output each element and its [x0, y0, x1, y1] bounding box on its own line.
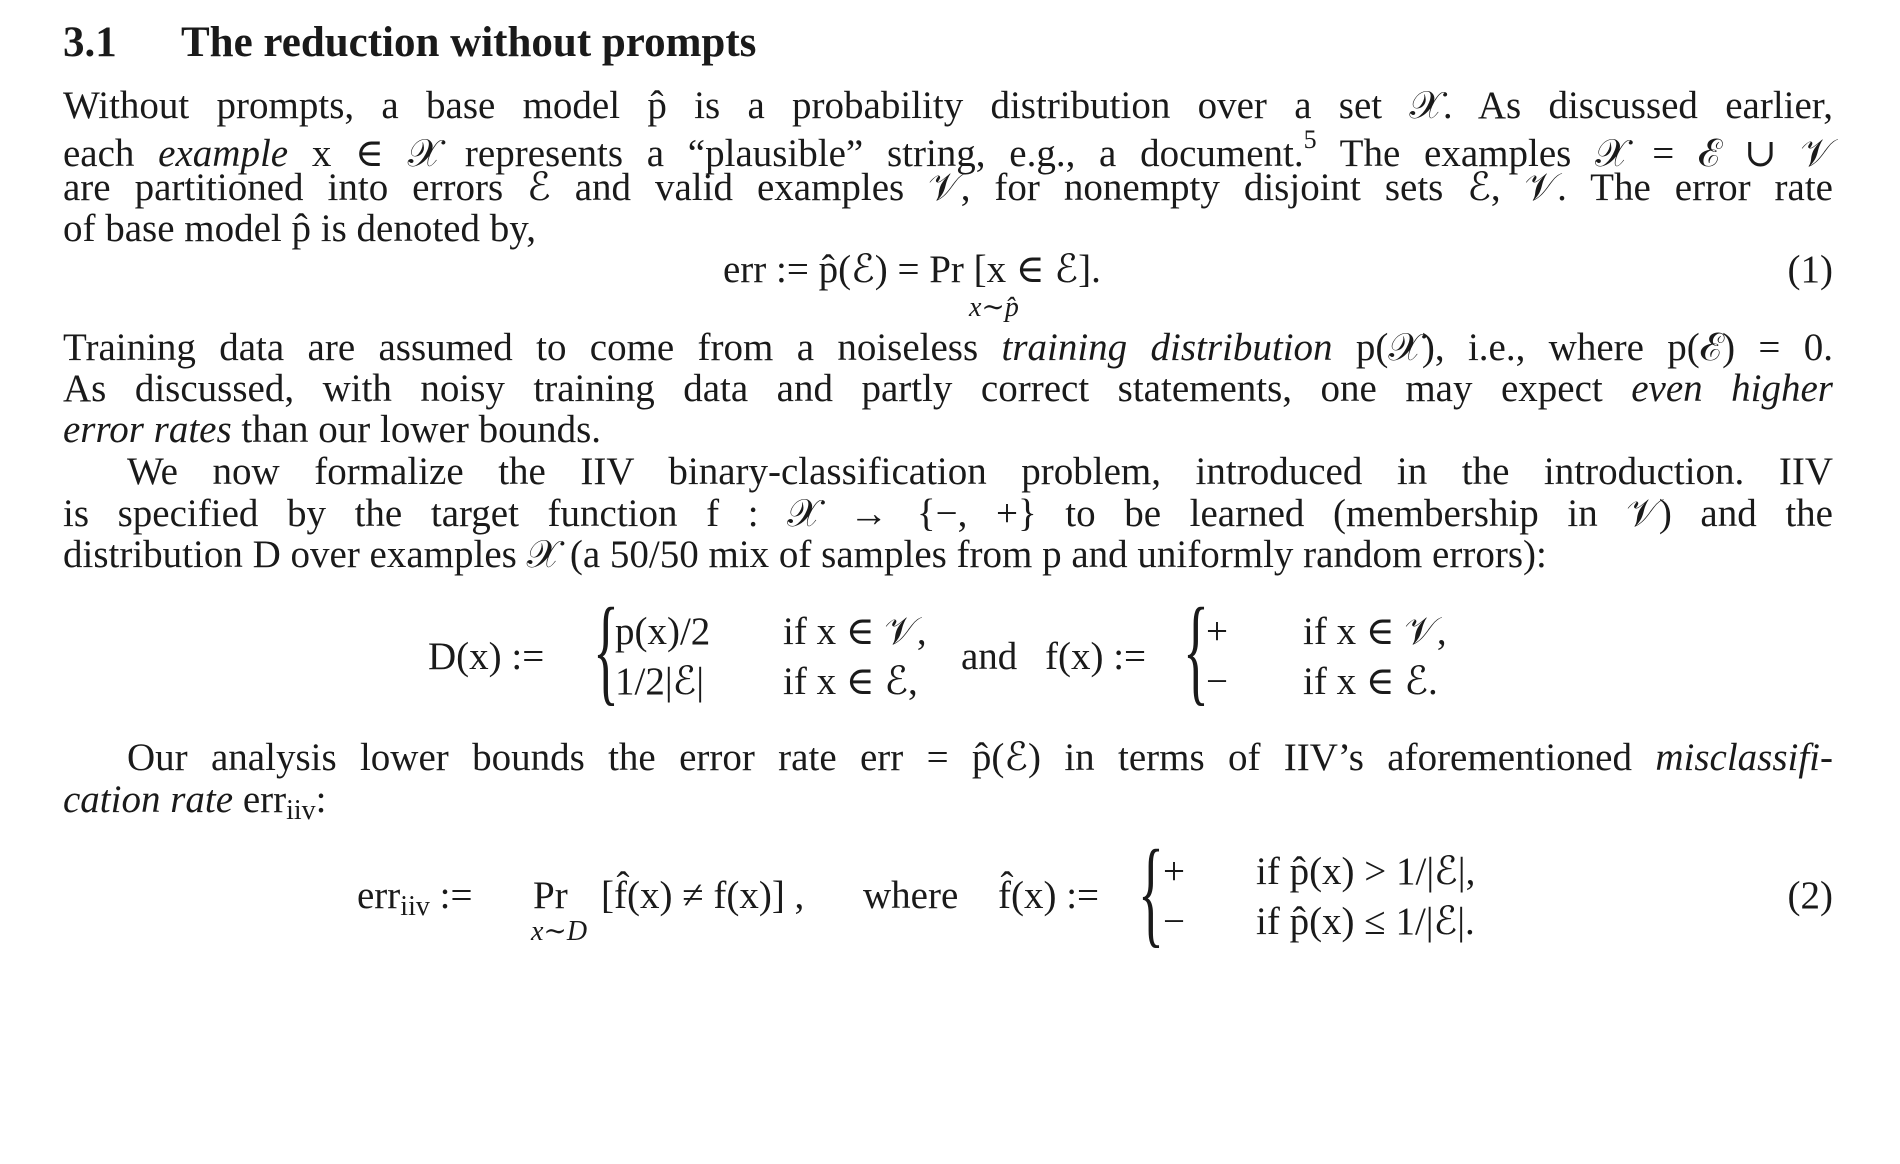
para2-line3-b: than our lower bounds.: [231, 408, 602, 451]
equation-2-case1-value: +: [1163, 850, 1185, 893]
para2-line1: [63, 328, 1833, 367]
para1-line2-d: The examples 𝒳 = ℰ ∪ 𝒱: [1316, 132, 1833, 175]
equation-2-subscript: iiv: [400, 891, 430, 922]
para2-line1-a: Training data are assumed to come from a noiseless: [63, 326, 1002, 369]
equation-2-err: err: [357, 874, 401, 917]
eqD-case1-condition: if x ∈ 𝒱,: [783, 610, 927, 653]
eqF-case1-condition: if x ∈ 𝒱,: [1303, 610, 1447, 653]
section-heading: [63, 18, 756, 67]
para4-line2-err: err: [233, 778, 287, 821]
equation-1: err := p̂(ℰ) = Pr [x ∈ ℰ].: [723, 248, 1101, 291]
equation-2-case2-value: −: [1163, 900, 1185, 943]
eqD-brace: {: [593, 583, 619, 716]
para4-line1: [127, 738, 1833, 777]
para4-line2-italic: cation rate: [63, 778, 234, 821]
para3-line3: distribution D over examples 𝒳 (a 50/50 mix of samples from p and uniformly random errors):: [63, 533, 1547, 576]
para4-line1-a: Our analysis lower bounds the error rate err = p̂(ℰ) in terms of IIV’s aforementioned: [127, 736, 1656, 779]
equation-1-subscript: x∼p̂: [969, 292, 1019, 323]
equation-1-number: (1): [1787, 248, 1833, 291]
para3-line1: We now formalize the IIV binary-classification problem, introduced in the introduction. IIV: [127, 450, 1833, 493]
equation-2-fhat: f̂(x) :=: [998, 874, 1100, 917]
eqD-case1-value: p(x)/2: [615, 610, 711, 653]
eqD-lhs: D(x) :=: [428, 635, 545, 678]
para2-line1-c: p(𝒳), i.e., where p(ℰ) = 0.: [1332, 326, 1833, 369]
para1-line2-italic: example: [158, 132, 289, 175]
para4-line2-subscript: iiv: [286, 795, 316, 826]
equation-2-body: [f̂(x) ≠ f(x)] ,: [601, 874, 805, 917]
eqD-case2-value: 1/2|ℰ|: [615, 660, 705, 703]
equation-2-pr: Pr: [533, 874, 568, 917]
para1-line2-a: each: [63, 132, 159, 175]
para4-line2: [63, 780, 327, 825]
section-title: The reduction without prompts: [181, 19, 757, 66]
eqF-case1-value: +: [1206, 610, 1228, 653]
para4-line1-italic: misclassifi-: [1655, 736, 1833, 779]
para2-line2-a: As discussed, with noisy training data and partly correct statements, one may expect: [63, 367, 1632, 410]
paper-page: [63, 0, 1833, 1164]
para2-line3-italic: error rates: [63, 408, 232, 451]
equation-2-assign: :=: [429, 874, 473, 917]
eqF-case2-value: −: [1206, 660, 1228, 703]
eqD-case2-condition: if x ∈ ℰ,: [783, 660, 918, 703]
equation-2-lhs: [357, 876, 472, 921]
para2-line1-italic: training distribution: [1001, 326, 1333, 369]
para4-line2-colon: :: [315, 778, 327, 821]
equation-2-case2-condition: if p̂(x) ≤ 1/|ℰ|.: [1256, 900, 1475, 943]
equation-2-number: (2): [1787, 874, 1833, 917]
equation-2-brace: {: [1138, 825, 1164, 958]
para2-line3: [63, 410, 601, 449]
para2-line2-italic: even higher: [1631, 367, 1833, 410]
para1-line3: are partitioned into errors ℰ and valid examples 𝒱, for nonempty disjoint sets ℰ, 𝒱. The error rate: [63, 166, 1833, 209]
equation-2-pr-subscript: x∼D: [531, 916, 588, 947]
eqF-lhs: f(x) :=: [1045, 635, 1147, 678]
para1-line4: of base model p̂ is denoted by,: [63, 207, 536, 250]
para3-line2: is specified by the target function f : 𝒳 → {−, +} to be learned (membership in 𝒱) and the: [63, 492, 1833, 535]
equation-2-where: where: [863, 874, 959, 917]
para1-line1: Without prompts, a base model p̂ is a probability distribution over a set 𝒳. As discussed earlier,: [63, 84, 1833, 127]
equation-2-case1-condition: if p̂(x) > 1/|ℰ|,: [1256, 850, 1476, 893]
section-number: 3.1: [63, 19, 117, 66]
para2-line2: [63, 369, 1833, 408]
para1-line2-c: x ∈ 𝒳 represents a “plausible” string, e.g., a document.: [288, 132, 1304, 175]
eqF-case2-condition: if x ∈ ℰ.: [1303, 660, 1438, 703]
eqF-brace: {: [1183, 583, 1209, 716]
footnote-marker[interactable]: 5: [1303, 125, 1317, 154]
eqD-and: and: [961, 635, 1018, 678]
